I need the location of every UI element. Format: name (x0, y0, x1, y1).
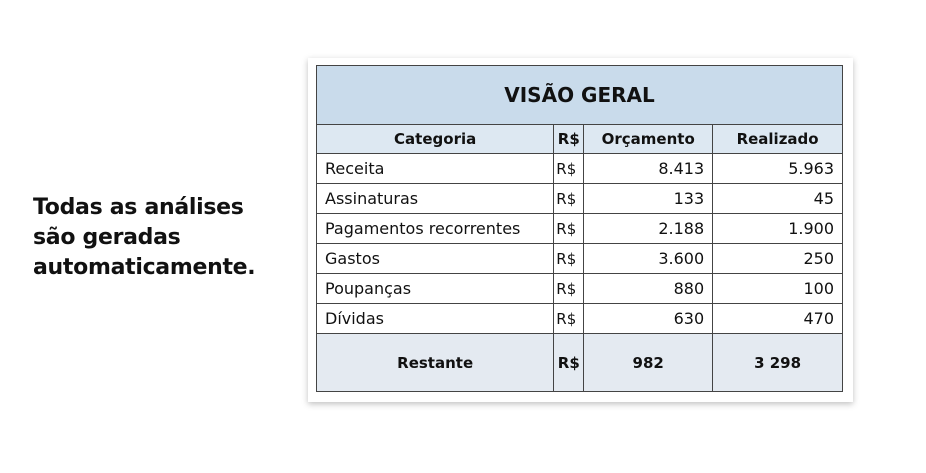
tagline-line: automaticamente. (33, 255, 256, 280)
cell-category: Gastos (317, 244, 554, 274)
table-row (317, 154, 843, 184)
cell-category: Pagamentos recorrentes (317, 214, 554, 244)
cell-currency: R$ (554, 184, 584, 214)
cell-category: Poupanças (317, 274, 554, 304)
table-title: VISÃO GERAL (317, 66, 843, 125)
cell-budget: 8.413 (584, 154, 713, 184)
tagline (33, 193, 255, 283)
footer-category: Restante (317, 334, 554, 392)
footer-row (317, 334, 843, 392)
header-row (317, 125, 843, 154)
cell-actual: 45 (713, 184, 843, 214)
cell-currency: R$ (554, 154, 584, 184)
cell-actual: 250 (713, 244, 843, 274)
header-category: Categoria (317, 125, 554, 154)
cell-actual: 5.963 (713, 154, 843, 184)
tagline-line: Todas as análises (33, 195, 244, 220)
cell-currency: R$ (554, 274, 584, 304)
cell-budget: 880 (584, 274, 713, 304)
cell-budget: 2.188 (584, 214, 713, 244)
header-currency: R$ (554, 125, 584, 154)
cell-category: Dívidas (317, 304, 554, 334)
cell-currency: R$ (554, 244, 584, 274)
table-row (317, 214, 843, 244)
footer-actual: 3 298 (713, 334, 843, 392)
table-row (317, 244, 843, 274)
overview-card (308, 58, 853, 402)
table-row (317, 274, 843, 304)
header-budget: Orçamento (584, 125, 713, 154)
cell-budget: 3.600 (584, 244, 713, 274)
cell-currency: R$ (554, 304, 584, 334)
footer-budget: 982 (584, 334, 713, 392)
cell-currency: R$ (554, 214, 584, 244)
cell-budget: 630 (584, 304, 713, 334)
cell-category: Receita (317, 154, 554, 184)
table-row (317, 304, 843, 334)
cell-category: Assinaturas (317, 184, 554, 214)
tagline-line: são geradas (33, 225, 181, 250)
cell-actual: 1.900 (713, 214, 843, 244)
footer-currency: R$ (554, 334, 584, 392)
overview-table (316, 65, 843, 392)
cell-actual: 470 (713, 304, 843, 334)
table-row (317, 184, 843, 214)
header-actual: Realizado (713, 125, 843, 154)
cell-budget: 133 (584, 184, 713, 214)
cell-actual: 100 (713, 274, 843, 304)
